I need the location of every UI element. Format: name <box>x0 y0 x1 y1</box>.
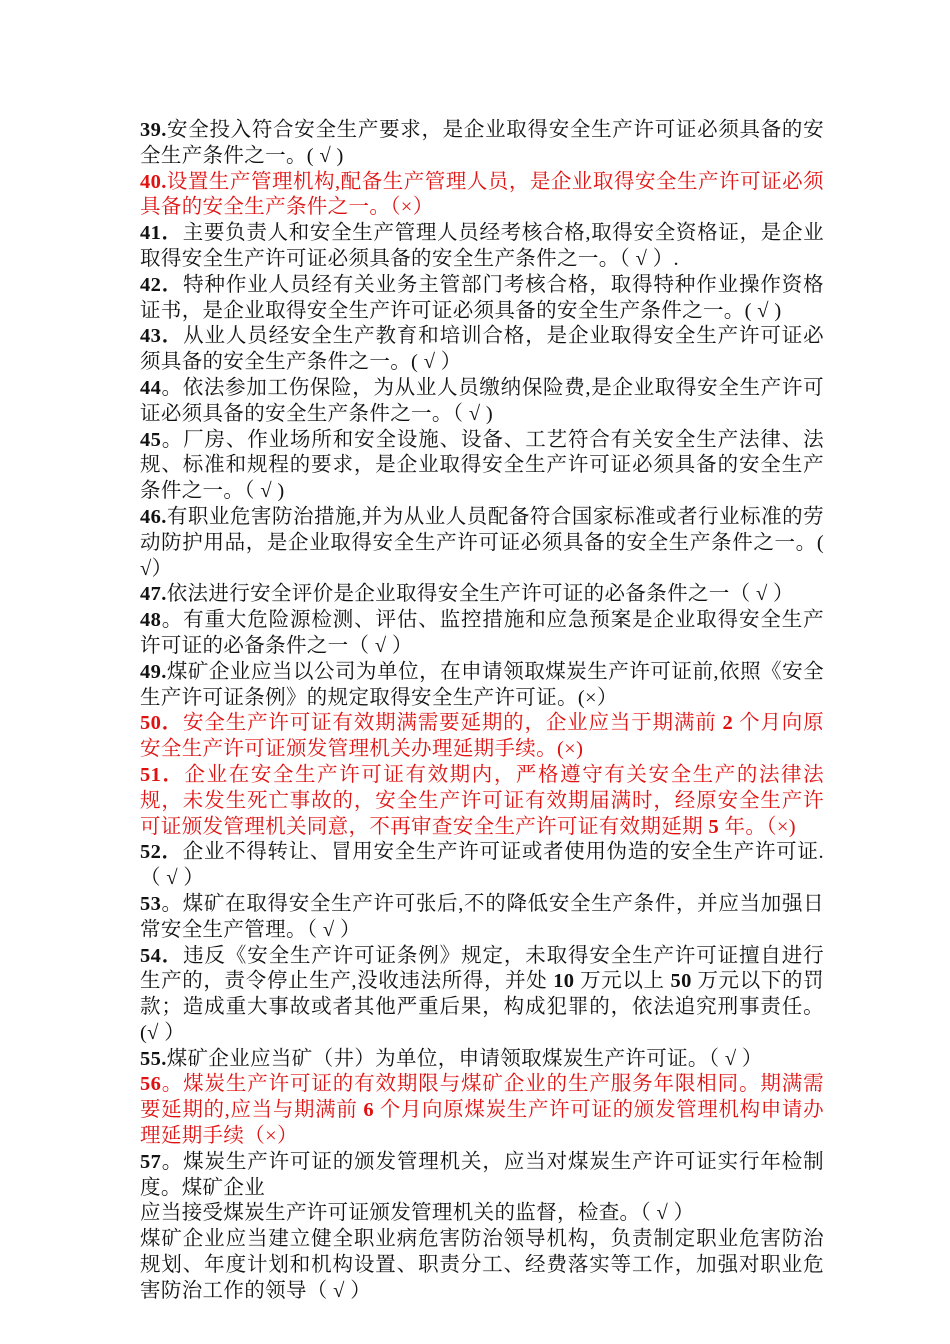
question-item: 42．特种作业人员经有关业务主管部门考核合格，取得特种作业操作资格证书，是企业取得安全生产许可证必须具备的安全生产条件之一。( √ ) <box>140 273 824 322</box>
question-item: 39.安全投入符合安全生产要求，是企业取得安全生产许可证必须具备的安全生产条件之一。( √ ) <box>140 119 824 167</box>
question-item: 45。厂房、作业场所和安全设施、设备、工艺符合有关安全生产法律、法规、标准和规程的要求，是企业取得安全生产许可证必须具备的安全生产条件之一。（ √ ) <box>140 428 824 503</box>
question-item: 43．从业人员经安全生产教育和培训合格，是企业取得安全生产许可证必须具备的安全生产条件之一。( √ ） <box>140 325 824 374</box>
question-item: 51．企业在安全生产许可证有效期内，严格遵守有关安全生产的法律法规，未发生死亡事故的，安全生产许可证有效期届满时，经原安全生产许可证颁发管理机关同意，不再审查安全生产许可证有效期延期 5 年。（×) <box>140 763 824 838</box>
question-item: 46.有职业危害防治措施,并为从业人员配备符合国家标准或者行业标准的劳动防护用品，是企业取得安全生产许可证必须具备的安全生产条件之一。( √） <box>140 505 824 580</box>
question-list <box>140 118 824 1305</box>
question-item: 48。有重大危险源检测、评估、监控措施和应急预案是企业取得安全生产许可证的必备条件之一（ √ ） <box>140 609 824 657</box>
question-item: 应当接受煤炭生产许可证颁发管理机关的监督，检查。（ √ ） <box>140 1202 695 1225</box>
question-item: 47.依法进行安全评价是企业取得安全生产许可证的必备条件之一（ √ ） <box>140 583 794 606</box>
question-item: 57。煤炭生产许可证的颁发管理机关，应当对煤炭生产许可证实行年检制度。煤矿企业 <box>140 1150 824 1199</box>
question-item: 54．违反《安全生产许可证条例》规定，未取得安全生产许可证擅自进行生产的，责令停止生产,没收违法所得，并处 10 万元以上 50 万元以下的罚款；造成重大事故或者其他严重后果，构成犯罪的，依法追究刑事责任。(√ ） <box>140 944 824 1044</box>
question-item: 50．安全生产许可证有效期满需要延期的，企业应当于期满前 2 个月向原安全生产许可证颁发管理机关办理延期手续。(×) <box>140 712 824 761</box>
question-item: 40.设置生产管理机构,配备生产管理人员，是企业取得安全生产许可证必须具备的安全生产条件之一。（×） <box>140 170 824 219</box>
question-item: 49.煤矿企业应当以公司为单位，在申请领取煤炭生产许可证前,依照《安全生产许可证条例》的规定取得安全生产许可证。(×） <box>140 660 824 709</box>
question-item: 煤矿企业应当建立健全职业病危害防治领导机构，负责制定职业危害防治规划、年度计划和机构设置、职责分工、经费落实等工作，加强对职业危害防治工作的领导（ √ ） <box>140 1228 824 1302</box>
question-item: 41．主要负责人和安全生产管理人员经考核合格,取得安全资格证，是企业取得安全生产许可证必须具备的安全生产条件之一。（ √ ）. <box>140 222 824 270</box>
question-item: 52．企业不得转让、冒用安全生产许可证或者使用伪造的安全生产许可证.（ √ ） <box>140 841 824 890</box>
question-item: 55.煤矿企业应当矿（井）为单位，申请领取煤炭生产许可证。（ √ ） <box>140 1047 763 1070</box>
question-item: 44。依法参加工伤保险，为从业人员缴纳保险费,是企业取得安全生产许可证必须具备的安全生产条件之一。（ √ ) <box>140 376 824 425</box>
question-item: 53。煤矿在取得安全生产许可张后,不的降低安全生产条件，并应当加强日常安全生产管理。（ √ ） <box>140 892 824 941</box>
question-item: 56。煤炭生产许可证的有效期限与煤矿企业的生产服务年限相同。期满需要延期的,应当与期满前 6 个月向原煤炭生产许可证的颁发管理机构申请办理延期手续（×） <box>140 1073 824 1148</box>
